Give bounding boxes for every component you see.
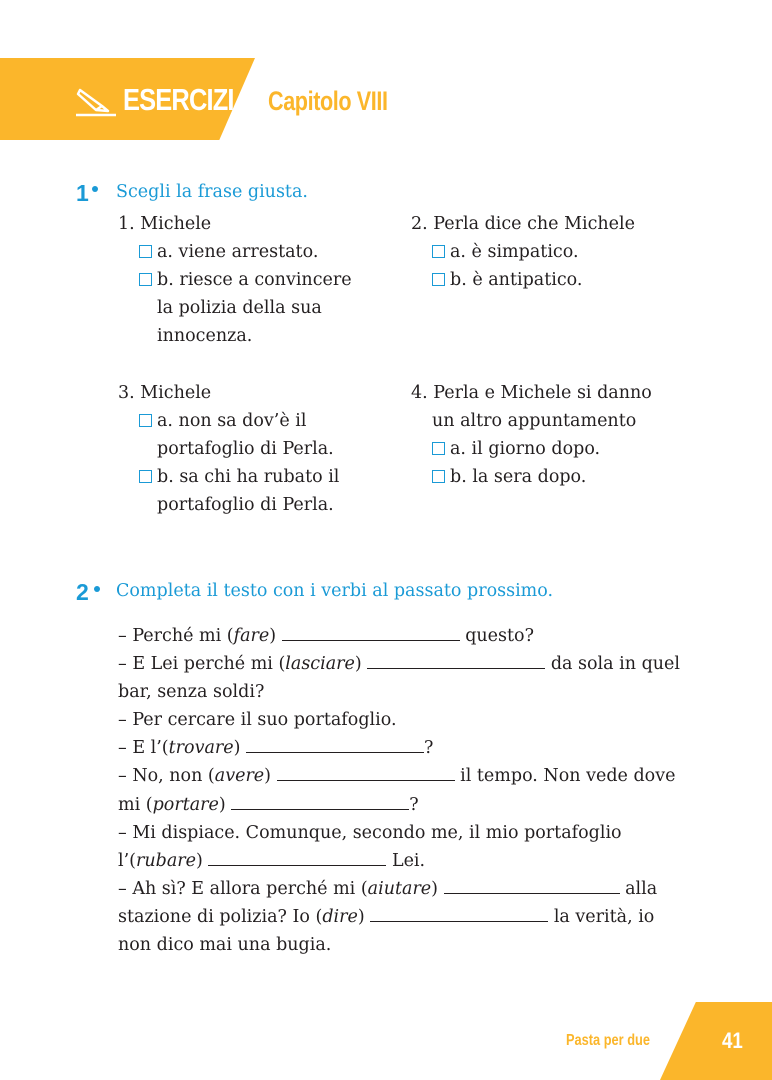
text-segment: ) [269,626,282,646]
answer-blank[interactable] [444,877,620,894]
answer-blank[interactable] [282,624,460,641]
text-segment: la verità, io [548,906,655,927]
exercise-bullet [94,586,100,592]
text-line [118,931,698,959]
verb-infinitive: lasciare [285,654,355,675]
exercise-instruction: Completa il testo con i verbi al passato prossimo. [116,581,554,601]
text-segment: – No, non ( [118,766,215,787]
option-text: b. è antipatico. [450,270,583,290]
checkbox[interactable] [139,245,152,258]
exercise-bullet [92,186,98,192]
text-line [118,903,698,931]
text-segment: ) [357,906,371,927]
text-segment: ? [424,738,434,759]
text-segment: ) [354,654,368,675]
text-segment: – Per cercare il suo portafoglio. [118,710,397,731]
page-number: 41 [722,1028,743,1053]
exercise-number: 1 [76,180,89,206]
option-text: a. non sa dov’è il [157,411,307,431]
text-line [118,791,698,819]
text-segment: alla [619,878,658,899]
text-segment: questo? [459,626,534,646]
section-label: ESERCIZI [123,82,234,117]
option-text: b. riesce a convincere [157,270,352,290]
answer-blank[interactable] [370,905,548,922]
text-segment: stazione di polizia? Io ( [118,906,323,927]
checkbox[interactable] [432,245,445,258]
text-line [118,706,698,734]
text-segment: Lei. [386,850,426,871]
verb-infinitive: portare [152,794,219,815]
question-stem: un altro appuntamento [432,411,637,431]
checkbox[interactable] [432,273,445,286]
text-segment: ? [409,794,419,815]
option-text: la polizia della sua [157,298,322,318]
verb-infinitive: fare [233,626,270,646]
text-segment: ) [431,878,444,899]
text-segment: l’( [118,850,136,871]
option-text: portafoglio di Perla. [157,439,334,459]
text-segment: – Perché mi ( [118,626,234,646]
checkbox[interactable] [432,470,445,483]
text-segment: non dico mai una bugia. [118,935,332,956]
answer-blank[interactable] [367,652,545,669]
checkbox[interactable] [139,273,152,286]
verb-infinitive: avere [214,766,265,787]
option-text: b. la sera dopo. [450,467,587,487]
question-stem: 4. Perla e Michele si danno [411,383,652,403]
verb-infinitive: aiutare [367,878,432,899]
option-text: a. viene arrestato. [157,242,319,262]
question-stem: 2. Perla dice che Michele [411,214,635,234]
text-line [118,678,698,706]
verb-infinitive: rubare [136,850,196,871]
exercise-number: 2 [76,579,89,605]
option-text: portafoglio di Perla. [157,495,334,515]
question-stem: 1. Michele [118,214,212,234]
text-line [118,847,698,875]
answer-blank[interactable] [231,793,409,810]
footer-band [660,1002,772,1080]
book-title: Pasta per due [566,1032,650,1049]
pencil-icon [76,84,116,118]
text-segment: ) [196,850,209,871]
text-segment: mi ( [118,794,153,815]
option-text: innocenza. [157,326,253,346]
text-segment: ) [218,794,232,815]
answer-blank[interactable] [208,849,386,866]
checkbox[interactable] [139,470,152,483]
text-segment: – Ah sì? E allora perché mi ( [118,878,368,899]
text-line [118,622,698,650]
text-line [118,734,698,762]
text-segment: ) [264,766,277,787]
text-line [118,650,698,678]
text-segment: il tempo. Non vede dove [454,766,676,787]
verb-infinitive: trovare [168,738,234,759]
text-line [118,819,698,847]
exercise-instruction: Scegli la frase giusta. [116,182,308,202]
chapter-title: Capitolo VIII [268,86,388,116]
text-segment: – E l’( [118,738,169,759]
text-line [118,875,698,903]
text-segment: – Mi dispiace. Comunque, secondo me, il mio portafoglio [118,822,622,843]
text-segment: ) [233,738,247,759]
answer-blank[interactable] [277,764,455,781]
option-text: b. sa chi ha rubato il [157,467,340,487]
verb-infinitive: dire [322,906,358,927]
answer-blank[interactable] [246,736,424,753]
option-text: a. il giorno dopo. [450,439,601,459]
checkbox[interactable] [139,414,152,427]
checkbox[interactable] [432,442,445,455]
text-line [118,762,698,790]
text-segment: – E Lei perché mi ( [118,654,286,675]
question-stem: 3. Michele [118,383,212,403]
text-segment: bar, senza soldi? [118,682,265,703]
text-segment: da sola in quel [545,654,680,675]
option-text: a. è simpatico. [450,242,579,262]
fill-in-text [118,622,698,959]
